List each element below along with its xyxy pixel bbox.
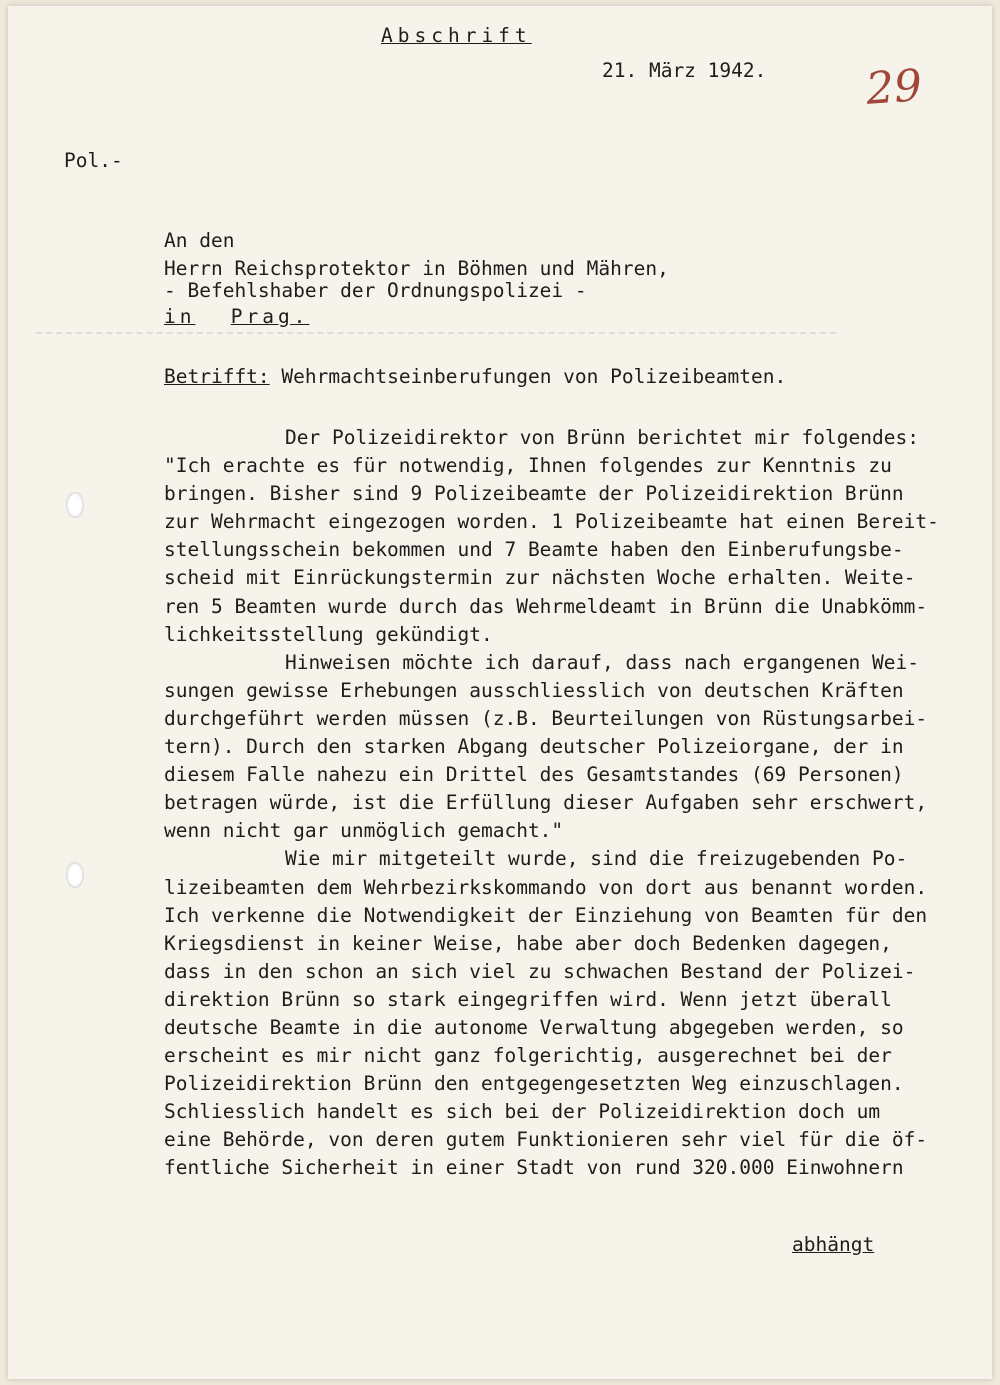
letter-body	[164, 424, 939, 1183]
body-line: fentliche Sicherheit in einer Stadt von rund 320.000 Einwohnern	[164, 1156, 904, 1180]
body-line: Der Polizeidirektor von Brünn berichtet mir folgendes:	[285, 426, 919, 449]
body-line: Hinweisen möchte ich darauf, dass nach ergangenen Wei-	[285, 650, 919, 674]
body-line: Schliesslich handelt es sich bei der Polizeidirektion doch um	[164, 1100, 881, 1124]
address-line-1: An den	[164, 229, 235, 252]
body-line: lichkeitsstellung gekündigt.	[164, 622, 493, 646]
body-line: lizeibeamten dem Wehrbezirkskommando von dort aus benannt worden.	[164, 875, 928, 899]
body-line: erscheint es mir nicht ganz folgerichtig, ausgerechnet bei der	[164, 1044, 892, 1068]
body-line: Polizeidirektion Brünn den entgegengesetzten Weg einzuschlagen.	[164, 1072, 904, 1096]
body-line: eine Behörde, von deren gutem Funktionieren sehr viel für die öf-	[164, 1128, 928, 1152]
body-line: bringen. Bisher sind 9 Polizeibeamte der Polizeidirektion Brünn	[164, 482, 904, 506]
address-city: Prag.	[230, 305, 310, 328]
reference-code: Pol.-	[64, 149, 123, 172]
body-line: durchgeführt werden müssen (z.B. Beurteilungen von Rüstungsarbei-	[164, 706, 928, 730]
address-line-3: - Befehlshaber der Ordnungspolizei -	[164, 279, 587, 302]
document-title: Abschrift	[381, 24, 532, 47]
body-line: zur Wehrmacht eingezogen worden. 1 Polizeibeamte hat einen Bereit-	[164, 510, 939, 534]
body-line: Wie mir mitgeteilt wurde, sind die freizugebenden Po-	[285, 847, 908, 871]
body-line: direktion Brünn so stark eingegriffen wird. Wenn jetzt überall	[164, 987, 892, 1011]
body-line: betragen würde, ist die Erfüllung dieser Aufgaben sehr erschwert,	[164, 791, 928, 815]
body-line: "Ich erachte es für notwendig, Ihnen folgendes zur Kenntnis zu	[164, 454, 892, 478]
body-line: Ich verkenne die Notwendigkeit der Einziehung von Beamten für den	[164, 903, 928, 927]
catchword: abhängt	[792, 1233, 875, 1256]
handwritten-page-number: 29	[864, 60, 924, 115]
body-line: dass in den schon an sich viel zu schwachen Bestand der Polizei-	[164, 959, 916, 983]
body-line: deutsche Beamte in die autonome Verwaltung abgegeben werden, so	[164, 1015, 904, 1039]
punch-hole	[66, 862, 84, 888]
subject-label: Betrifft:	[164, 365, 270, 388]
address-in: in	[164, 305, 196, 328]
body-line: diesem Falle nahezu ein Drittel des Gesamtstandes (69 Personen)	[164, 763, 904, 787]
subject-text: Wehrmachtseinberufungen von Polizeibeamten.	[281, 365, 787, 388]
body-line: Kriegsdienst in keiner Weise, habe aber doch Bedenken dagegen,	[164, 931, 892, 955]
address-line-4	[164, 305, 309, 328]
body-line: wenn nicht gar unmöglich gemacht."	[164, 819, 564, 843]
body-line: scheid mit Einrückungstermin zur nächsten Woche erhalten. Weite-	[164, 566, 916, 590]
punch-hole	[66, 492, 84, 518]
body-line: sungen gewisse Erhebungen ausschliesslich von deutschen Kräften	[164, 678, 904, 702]
document-date: 21. März 1942.	[602, 59, 767, 82]
address-line-2: Herrn Reichsprotektor in Böhmen und Mähren,	[164, 257, 669, 280]
body-line: ren 5 Beamten wurde durch das Wehrmeldeamt in Brünn die Unabkömm-	[164, 594, 928, 618]
body-line: stellungsschein bekommen und 7 Beamte haben den Einberufungsbe-	[164, 538, 904, 562]
bleed-through-divider	[36, 332, 836, 334]
subject-line	[164, 365, 786, 388]
body-line: tern). Durch den starken Abgang deutscher Polizeiorgane, der in	[164, 735, 904, 759]
